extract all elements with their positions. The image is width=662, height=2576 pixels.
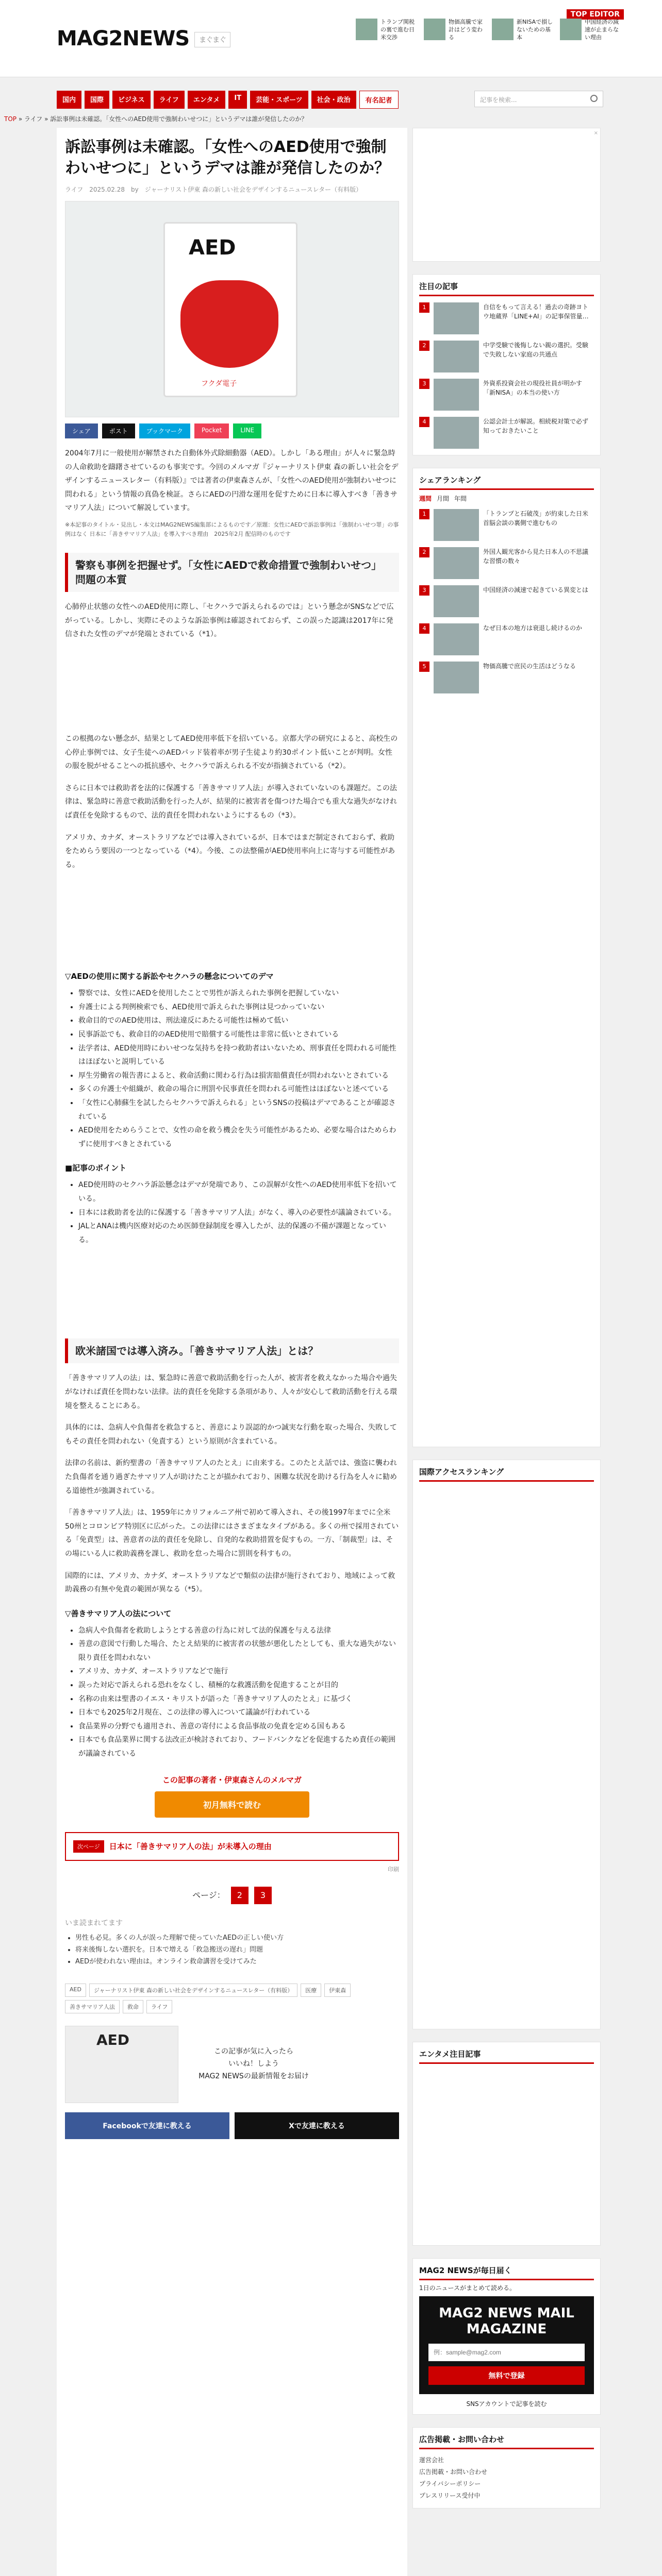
topic-item[interactable]: [560, 19, 624, 42]
next-page-title: 日本に「善きサマリア人の法」が未導入の理由: [109, 1842, 272, 1852]
rank-item[interactable]: [419, 509, 594, 541]
list-item: • 日本には救助者を法的に保護する「善きサマリア人法」がなく、導入の必要性が議論されている。: [78, 1206, 399, 1220]
article-paragraph: アメリカ、カナダ、オーストラリアなどでは導入されているが、日本ではまだ制定されておらず、救助をためらう要因の一つとなっている（*4）。今後、この法整備がAED使用率向上に寄与する可能性がある。: [65, 833, 395, 869]
logo-sub: まぐまぐ: [194, 32, 230, 47]
footer-link[interactable]: 広告掲載・お問い合わせ: [419, 2468, 488, 2476]
mailmag-title: MAG2 NEWS MAIL MAGAZINE: [439, 2306, 574, 2337]
nav-item[interactable]: IT: [228, 91, 247, 109]
panel-heading: エンタメ注目記事: [419, 2048, 594, 2064]
rank-number: 1: [419, 302, 429, 313]
rank-item[interactable]: [419, 662, 594, 693]
article-paragraph: 法律の名前は、新約聖書の「善きサマリア人のたとえ」に由来する。このたとえ話では、強盗に襲われた負傷者を通り過ぎたサマリア人が助けたことが描かれており、困難な状況を助ける行為を人々に勧める道徳性が強調されている。: [65, 1459, 397, 1495]
nav-item[interactable]: 芸能・スポーツ: [250, 91, 308, 109]
pocket-button[interactable]: Pocket: [194, 423, 229, 438]
rank-thumb: [434, 547, 479, 579]
points-list: [65, 1178, 399, 1247]
rank-item[interactable]: [419, 302, 594, 334]
facebook-follow-button[interactable]: Facebookで友達に教える: [65, 2112, 229, 2139]
rank-number: 2: [419, 341, 429, 351]
article-paragraph: この根拠のない懸念が、結果としてAED使用率低下を招いている。京都大学の研究によると、高校生の心停止事例では、女子生徒へのAEDパッド装着率が男子生徒より約30ポイント低いことが判明。女性の服を脱がせることへの抵抗感や、セクハラで訴えられる不安が指摘されている（*2）。: [65, 734, 398, 771]
rank-thumb: [434, 585, 479, 617]
rank-title: 物価高騰で庶民の生活はどうなる: [483, 663, 576, 670]
intl-ranking-panel: [412, 1460, 601, 2029]
topic-thumb: [560, 19, 582, 40]
rank-thumb: [434, 341, 479, 372]
list-item: • 善意の意図で行動した場合、たとえ結果的に被害者の状態が悪化したとしても、重大な過失がない限り責任を問われない: [78, 1637, 399, 1665]
breadcrumb: [4, 114, 307, 123]
rank-item[interactable]: [419, 417, 594, 449]
list-heading: ▽善きサマリア人の法について: [65, 1608, 172, 1618]
tag[interactable]: 伊東森: [324, 1984, 351, 1997]
share-row: [65, 423, 399, 438]
article-paragraph: さらに日本では救助者を法的に保護する「善きサマリア人法」が導入されていないのも課題だ。この法律は、緊急時に善意で救助活動を行った人が、結果的に被害者を傷つけた場合でも重大な過失がなければ責任を免除するもので、法的責任を問われないようにするもの（*3）。: [65, 784, 397, 820]
hatena-bookmark-button[interactable]: ブックマーク: [139, 423, 190, 438]
panel-heading: シェアランキング: [419, 474, 594, 490]
rank-thumb: [434, 509, 479, 541]
print-button[interactable]: 印刷: [388, 1866, 399, 1873]
tag[interactable]: ライフ: [146, 2000, 172, 2013]
tab-yearly[interactable]: 年間: [454, 495, 467, 502]
aed-label: AED: [189, 236, 236, 260]
ranking-tabs: [419, 494, 594, 503]
hero-image: [65, 201, 399, 417]
close-icon[interactable]: ×: [593, 130, 598, 136]
topic-title: 新NISAで損しないための基本: [517, 19, 553, 41]
related-list: [65, 1932, 399, 1968]
ent-ranking-list: [419, 2064, 594, 2239]
list-item: • 救命目的でのAED使用は、刑法違反にあたる可能性は極めて低い: [78, 1014, 399, 1028]
article-meta: ライフ 2025.02.28 by ジャーナリスト伊東 森の新しい社会をデザインするニュースレター（有料版）: [65, 186, 362, 193]
related-link[interactable]: • AEDが使われない理由は。オンライン救命講習を受けてみた: [75, 1956, 399, 1968]
ad-space: [65, 1247, 399, 1324]
breadcrumb-path: » ライフ » 訴訟事例は未確認。「女性へのAED使用で強制わいせつに」というデマは誰が発信したのか？: [18, 115, 308, 123]
nav-item[interactable]: 国内: [57, 91, 81, 109]
nav-item[interactable]: 社会・政治: [311, 91, 356, 109]
list-item: • 日本でも食品業界に関する法改正が検討されており、フードバンクなどを促進するため責任の範囲が議論されている: [78, 1733, 399, 1760]
rank-title: 「トランプと石破茂」が約束した日米首脳会談の裏側で進むもの: [483, 510, 589, 527]
tab-monthly[interactable]: 月間: [437, 495, 450, 502]
nav-item[interactable]: 有名記者: [359, 91, 399, 109]
follow-box: [65, 2026, 399, 2103]
follow-buttons: [65, 2112, 399, 2139]
links-panel: [412, 2427, 601, 2508]
page-link[interactable]: 2: [231, 1887, 249, 1904]
tag[interactable]: 救命: [123, 2000, 143, 2013]
rank-number: 2: [419, 547, 429, 557]
list-item: • AED使用時のセクハラ訴訟懸念はデマが発端であり、この誤解が女性へのAED使用率低下を招いている。: [78, 1178, 399, 1206]
panel-heading: 国際アクセスランキング: [419, 1466, 594, 1482]
panel-heading: 広告掲載・お問い合わせ: [419, 2434, 594, 2449]
section-heading: 警察も事例を把握せず。「女性にAEDで救命措置で強制わいせつ」問題の本質: [65, 553, 399, 592]
rank-item[interactable]: [419, 585, 594, 617]
list-heading: ■記事のポイント: [65, 1163, 127, 1173]
main-nav: [57, 91, 399, 109]
sidebar: [412, 128, 601, 2509]
search-icon[interactable]: [590, 95, 598, 102]
list-item: • 日本でも2025年2月現在、この法律の導入について議論が行われている: [78, 1706, 399, 1720]
email-field[interactable]: [428, 2344, 585, 2361]
panel-heading: MAG2 NEWSが毎日届く: [419, 2265, 594, 2280]
footer-link[interactable]: プライバシーポリシー: [419, 2480, 481, 2487]
share-ranking-panel: [412, 468, 601, 1447]
follow-thumb-label: AED: [96, 2031, 130, 2048]
topic-thumb: [356, 19, 377, 40]
nav-item[interactable]: エンタメ: [188, 91, 225, 109]
rank-number: 4: [419, 623, 429, 634]
rank-title: 中学受験で後悔しない親の選択。受験で失敗しない家庭の共通点: [483, 342, 589, 358]
rank-number: 5: [419, 662, 429, 672]
rank-thumb: [434, 302, 479, 334]
list-item: • アメリカ、カナダ、オーストラリアなどで施行: [78, 1665, 399, 1679]
deme-list: [65, 987, 399, 1151]
article-paragraph: 「善きサマリア人の法」は、緊急時に善意で救助活動を行った人が、被害者を救えなかった場合や過失がなければ責任を問わない法律。法的責任を免除する条項があり、人々が安心して救助活動を行える環境を整えることにある。: [65, 1374, 397, 1410]
rank-number: 3: [419, 379, 429, 389]
next-page-label: 次ページ: [73, 1840, 104, 1853]
page-title: 訴訟事例は未確認。「女性へのAED使用で強制わいせつに」というデマは誰が発信したのか？: [65, 138, 390, 177]
topic-title: トランプ関税の裏で進む日米交渉: [380, 19, 415, 41]
mailmag-sub: 1日のニュースがまとめて読める。: [419, 2284, 516, 2292]
rank-title: 公認会計士が解説。相続税対策で必ず知っておきたいこと: [483, 418, 589, 434]
list-item: • JALとANAは機内医療対応のため医師登録制度を導入したが、法的保護の不備が課題となっている。: [78, 1219, 399, 1247]
rank-item[interactable]: [419, 341, 594, 372]
register-button[interactable]: 無料で登録: [428, 2366, 585, 2385]
list-item: • AED使用をためらうことで、女性の命を救う機会を失う可能性があるため、必要な場合はためらわずに使用すべきとされている: [78, 1124, 399, 1151]
rank-number: 3: [419, 585, 429, 596]
tag[interactable]: ジャーナリスト伊東 森の新しい社会をデザインするニュースレター（有料版）: [89, 1984, 297, 1997]
article-note: ※本記事のタイトル・見出し・本文はMAG2NEWS編集部によるものです／原題：女性にAEDで訴訟事例は「強制わいせつ罪」の事例はなく 日本に「善きサマリア人法」を導入すべき理由 2025年2月 配信時のものです: [65, 521, 399, 537]
follow-text: この記事が気に入ったら いいね！しよう MAG2 NEWSの最新情報をお届け: [198, 2047, 309, 2080]
rank-thumb: [434, 379, 479, 411]
article-paragraph: 国際的には、アメリカ、カナダ、オーストラリアなどで類似の法律が施行されており、地域によって救助義務の有無や免責の範囲が異なる（*5）。: [65, 1571, 395, 1594]
nav-item[interactable]: ビジネス: [112, 91, 151, 109]
rank-title: 中国経済の減速で起きている異変とは: [483, 586, 589, 594]
site-header: [0, 0, 662, 77]
next-page-box[interactable]: [65, 1832, 399, 1861]
tag[interactable]: 医療: [301, 1984, 321, 1997]
ad-space: [65, 872, 399, 959]
ad-space: [65, 641, 399, 724]
list-item: • 名称の由来は聖書のイエス・キリストが語った「善きサマリア人のたとえ」に基づく: [78, 1692, 399, 1706]
list-item: • 法学者は、AED使用時にわいせつな気持ちを持つ救助者はいないため、刑事責任を問われる可能性はほぼないと説明している: [78, 1042, 399, 1069]
rank-title: なぜ日本の地方は衰退し続けるのか: [483, 624, 583, 632]
facebook-share-button[interactable]: シェア: [65, 423, 98, 438]
topic-thumb: [492, 19, 514, 40]
nav-item[interactable]: 国際: [85, 91, 109, 109]
follow-thumbnail: [65, 2026, 178, 2103]
list-item: • 誤った対応で訴えられる恐れをなくし、積極的な救護活動を促進することが目的: [78, 1679, 399, 1692]
rank-number: 4: [419, 417, 429, 427]
samaritan-list: [65, 1624, 399, 1761]
rank-title: 自信をもって言える！過去の奇跡ヨトウ地蔵界「LINE+AI」の記事保管量…: [483, 303, 589, 320]
list-item: • 警察では、女性にAEDを使用したことで男性が訴えられた事例を把握していない: [78, 987, 399, 1001]
footer-link[interactable]: 運営会社: [419, 2456, 444, 2464]
topic-item[interactable]: [356, 19, 420, 42]
mailmag-panel: [412, 2258, 601, 2415]
x-share-button[interactable]: ポスト: [102, 423, 135, 438]
featured-panel: [412, 274, 601, 455]
section-heading: 欧米諸国では導入済み。「善きサマリア人法」とは？: [65, 1338, 399, 1363]
mailmag-box: [419, 2296, 594, 2394]
nav-item[interactable]: ライフ: [154, 91, 185, 109]
line-share-button[interactable]: LINE: [233, 423, 261, 438]
site-logo[interactable]: MAG2NEWS まぐまぐ: [57, 27, 230, 50]
related-heading: いま読まれてます: [65, 1919, 123, 1927]
breadcrumb-home[interactable]: TOP: [4, 115, 17, 123]
topic-title: 中国経済の減速が止まらない理由: [585, 19, 619, 41]
topic-label: TOP EDITOR: [567, 9, 624, 20]
list-item: • 厚生労働省の報告書によると、救命活動に関わる行為は損害賠償責任が問われないとされている: [78, 1069, 399, 1083]
rank-item[interactable]: [419, 547, 594, 579]
rank-thumb: [434, 662, 479, 693]
heart-icon: [180, 280, 278, 368]
subscribe-button[interactable]: 初月無料で読む: [155, 1791, 309, 1818]
list-heading: ▽AEDの使用に関する訴訟やセクハラの懸念についてのデマ: [65, 972, 274, 981]
intl-ranking-list: [419, 1482, 594, 2023]
article-lead: 2004年7月に一般使用が解禁された自動体外式除細動器（AED）。しかし「ある理由」が人々に緊急時の人命救助を躊躇させているのも事実です。今回のメルマガ『ジャーナリスト伊東 森の新しい社会をデザインするニュースレター（有料版）』では著者の伊東森さんが、「女性へのAED使用が強制わいせつに問われる」という情報の真偽を検証。さらにAEDの円滑な運用を促すために日本に導入すべき「善きサマリア人法」について解説しています。: [65, 449, 399, 513]
article-paragraph: 具体的には、急病人や負傷者を救急すると、善意により誤認的かつ誠実な行動を取った場合、失敗してもその責任を問われない（免責する）という原則が含まれている。: [65, 1423, 397, 1446]
rank-thumb: [434, 417, 479, 449]
ranking-list-continued: [419, 693, 594, 1440]
x-follow-button[interactable]: Xで友達に教える: [235, 2112, 399, 2139]
rank-item[interactable]: [419, 379, 594, 411]
tag-list: [65, 1984, 399, 2013]
ent-ranking-panel: [412, 2042, 601, 2246]
top-topics: [356, 9, 624, 66]
search-input[interactable]: [474, 91, 603, 107]
panel-heading: 注目の記事: [419, 281, 594, 296]
aed-brand: フクダ電子: [201, 380, 237, 388]
page-link[interactable]: 3: [254, 1887, 272, 1904]
article-paragraph: 「善きサマリア人法」は、1959年にカリフォルニア州で初めて導入され、その後1997年までに全米50州とコロンビア特別区に広がった。この法律にはさまざまなタイプがある。多くの州で採用されている「免責型」は、善意者の法的責任を免除し、自発的な救助措置を促すもの。一方、「制裁型」は、その場にいる人に救助義務を課し、救助を怠った場合に罰則を科すもの。: [65, 1509, 399, 1558]
sidebar-ad[interactable]: [412, 128, 601, 262]
mailmag-follow: SNSアカウントで記事を読む: [466, 2400, 547, 2408]
list-item: • 「女性に心肺蘇生を試したらセクハラで訴えられる」というSNSの投稿はデマであることが確認されている: [78, 1096, 399, 1124]
topic-item[interactable]: [424, 19, 488, 42]
list-item: • 食品業界の分野でも適用され、善意の寄付による食品事故の免責を定める国もある: [78, 1720, 399, 1734]
list-item: • 弁護士による判例検索でも、AED使用で訴えられた事例は見つかっていない: [78, 1001, 399, 1014]
topic-item[interactable]: [492, 19, 556, 42]
search-placeholder: 記事を検索...: [480, 96, 517, 104]
related-link[interactable]: • 将来後悔しない選択を。日本で増える「救急搬送の遅れ」問題: [75, 1944, 399, 1956]
list-item: • 急病人や負傷者を救助しようとする善意の行為に対して法的保護を与える法律: [78, 1624, 399, 1638]
topic-list: [356, 19, 624, 42]
mailmag-cta-text: この記事の著者・伊東森さんのメルマガ: [162, 1775, 302, 1785]
topic-title: 物価高騰で家計はどう変わる: [449, 19, 483, 41]
tag[interactable]: AED: [65, 1984, 86, 1997]
pagination: [65, 1887, 399, 1904]
tab-weekly[interactable]: 週間: [419, 495, 432, 502]
rank-title: 外資系投資会社の現役社員が明かす「新NISA」の本当の使い方: [483, 380, 583, 396]
footer-link[interactable]: プレスリリース受付中: [419, 2492, 481, 2499]
aed-cabinet-illustration: [163, 222, 297, 397]
tag[interactable]: 善きサマリア人法: [65, 2000, 120, 2013]
footer-links: [419, 2454, 594, 2501]
topic-thumb: [424, 19, 445, 40]
related-link[interactable]: • 男性も必見。多くの人が誤った理解で使っていたAEDの正しい使い方: [75, 1932, 399, 1944]
article-paragraph: 心肺停止状態の女性へのAED使用に際し、「セクハラで訴えられるのでは」という懸念がSNSなどで広がっている。しかし、実際にそのような訴訟事例は確認されておらず、この誤った認識は2017年に発信された女性のデマが発端とされている（*1）。: [65, 603, 394, 639]
rank-title: 外国人観光客から見た日本人の不思議な習慣の数々: [483, 548, 589, 565]
article-main: [57, 128, 407, 2576]
list-item: • 民事訴訟でも、救命目的のAED使用で賠償する可能性は非常に低いとされている: [78, 1028, 399, 1042]
pager-label: ページ：: [192, 1890, 225, 1900]
rank-item[interactable]: [419, 623, 594, 655]
rank-thumb: [434, 623, 479, 655]
rank-number: 1: [419, 509, 429, 519]
list-item: • 多くの弁護士や組織が、救命の場合に刑罰や民事責任を問われる可能性はほぼないと述べている: [78, 1082, 399, 1096]
